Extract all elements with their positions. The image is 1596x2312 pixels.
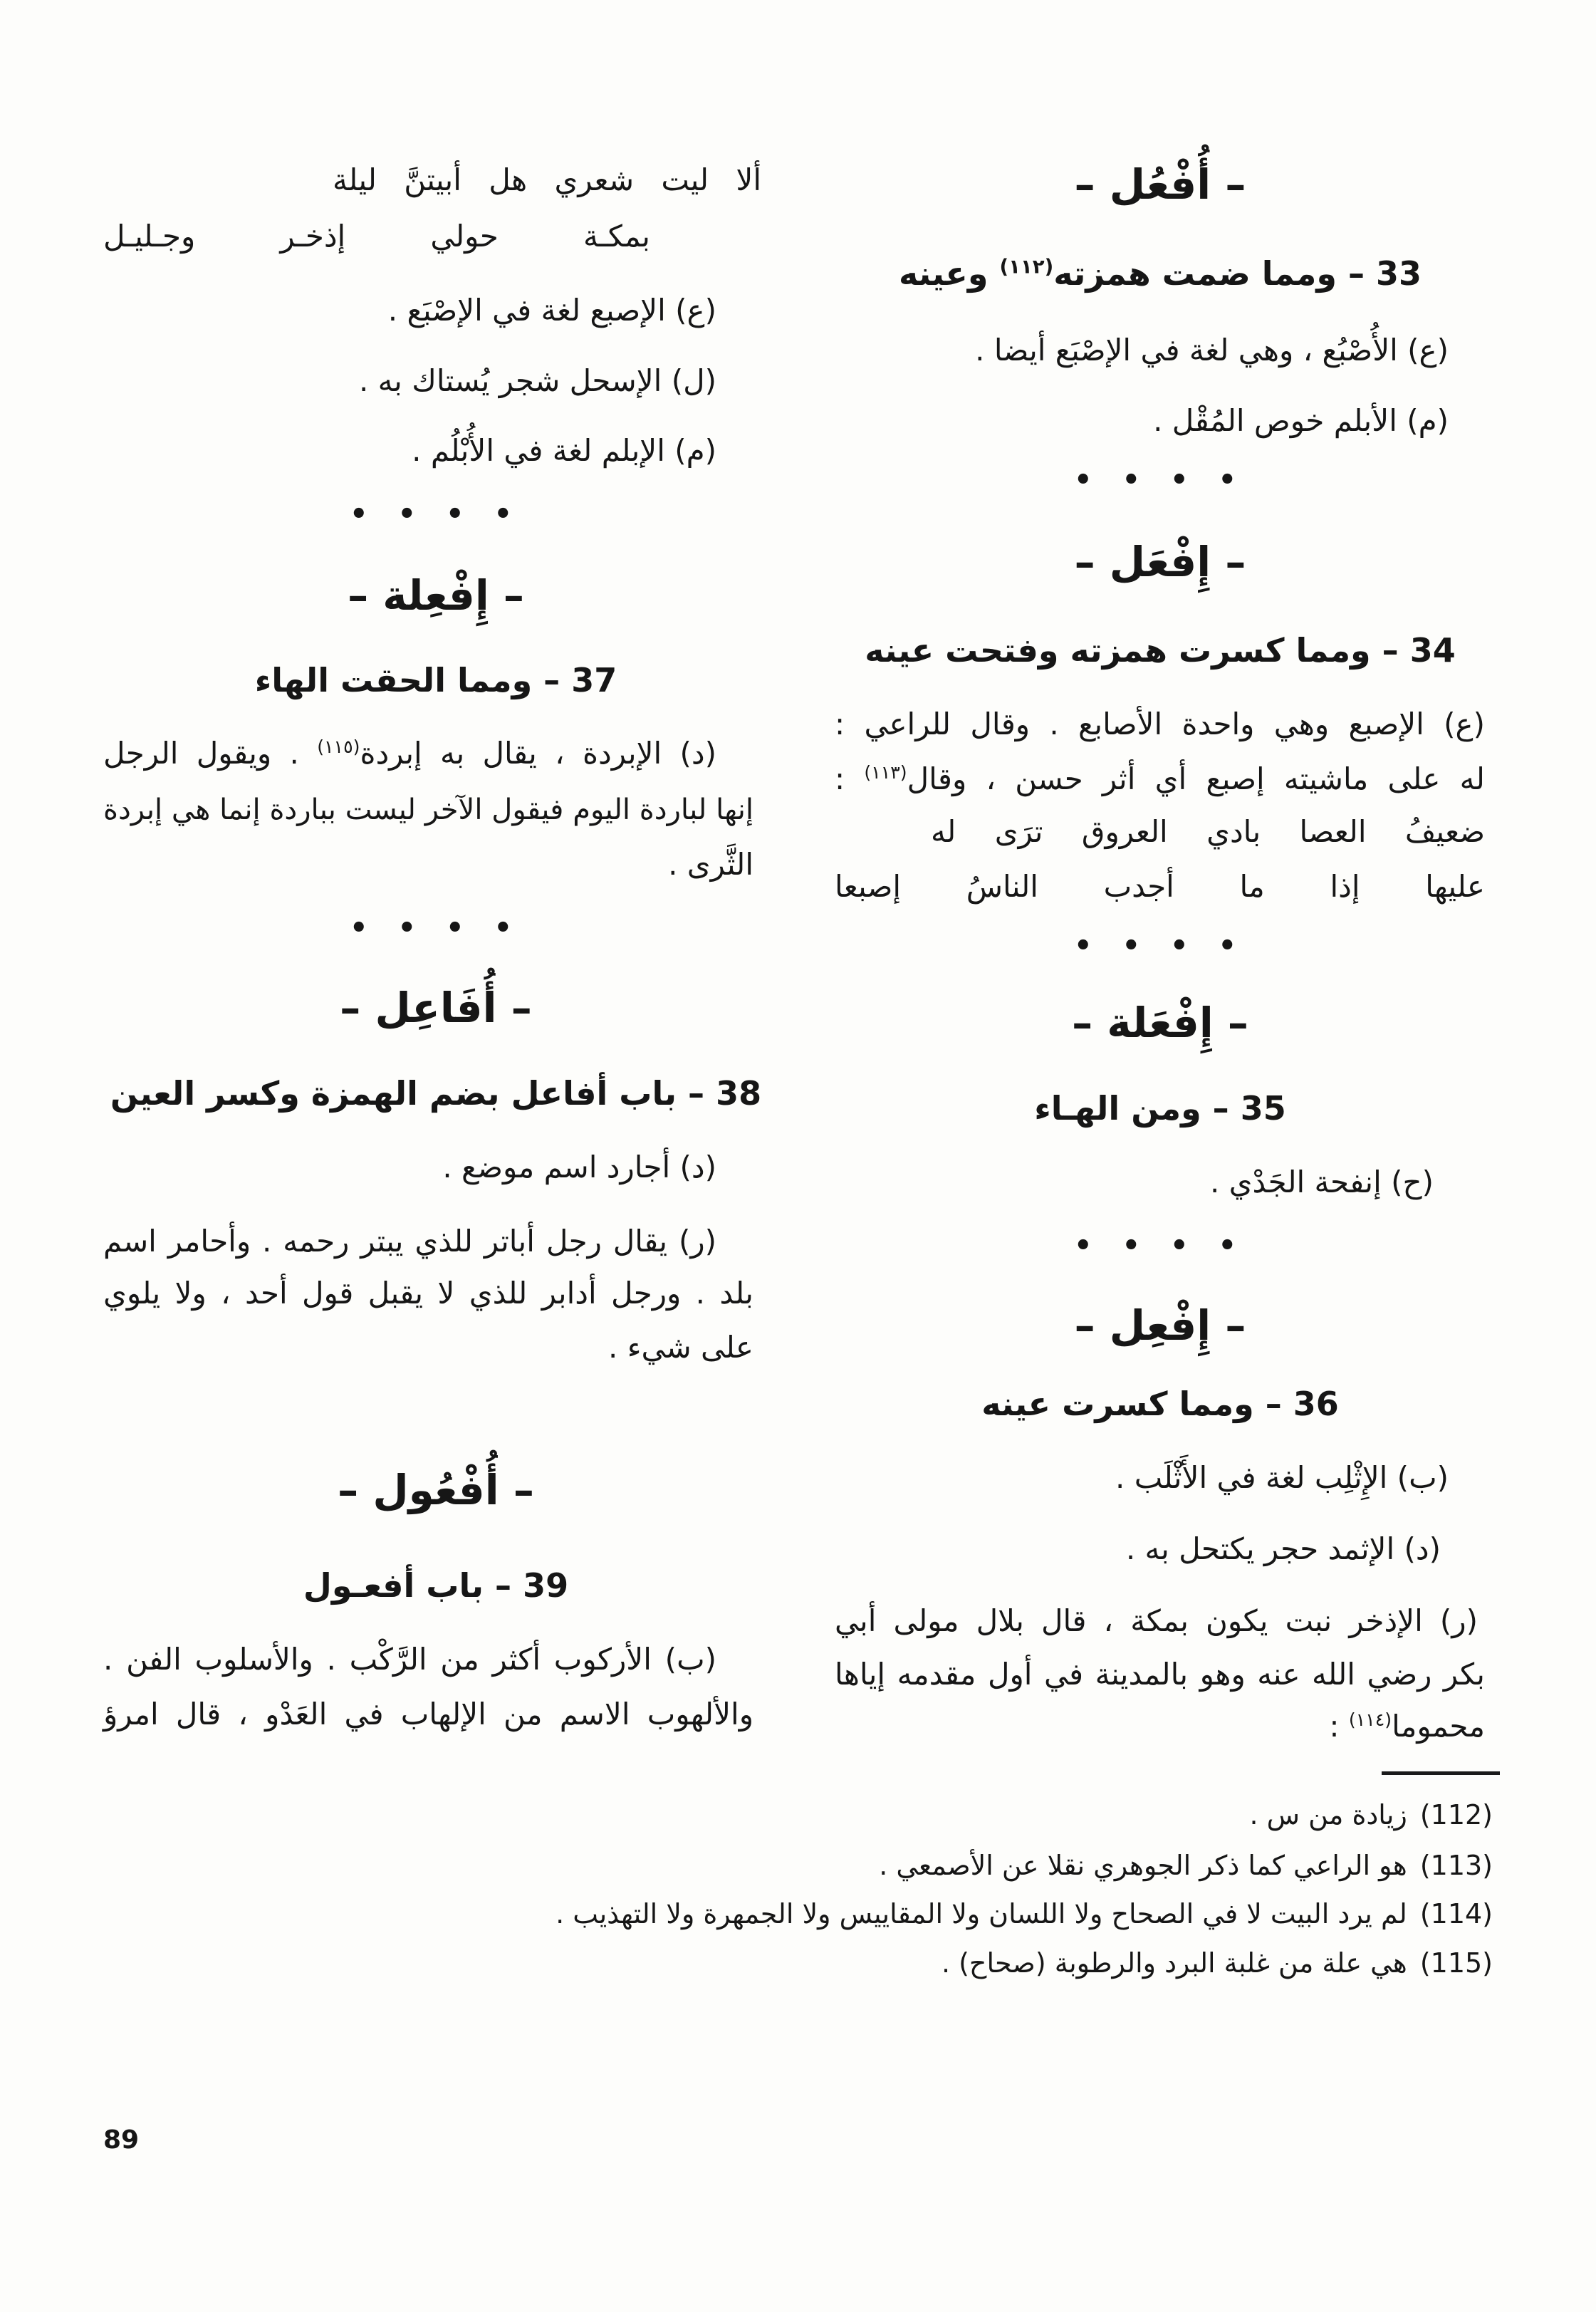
gloss-tail: :: [835, 761, 865, 796]
entry-title: 36 – ومما كسرت عينه: [981, 1385, 1339, 1423]
gloss-line: (ح) إنفحة الجَدْي .: [1209, 1165, 1434, 1199]
gloss-text: له على ماشيته إصبع أي أثر حسن ، وقال: [907, 761, 1485, 796]
gloss-line: [835, 756, 1485, 802]
gloss-line: [103, 731, 716, 776]
gloss-tail: :: [1329, 1709, 1349, 1744]
entry-title: 39 – باب أفعـول: [303, 1566, 569, 1605]
entry-title-tail: وعينه: [898, 254, 1000, 293]
footnote-number: (112): [1419, 1799, 1493, 1831]
section-heading: – أُفَاعِل –: [340, 984, 532, 1032]
gloss-line: على شيء .: [608, 1330, 753, 1365]
footnote-number: (113): [1419, 1850, 1493, 1881]
gloss-line: إنها لباردة اليوم فيقول الآخر ليست بباردة إنما هي إبردة: [103, 793, 753, 826]
gloss-line: والألهوب الاسم من الإلهاب في العَدْو ، قال امرؤ: [103, 1697, 753, 1732]
footnote-text: هو الراعي كما ذكر الجوهري نقلا عن الأصمعي .: [879, 1850, 1407, 1881]
footnote-ref: (١١٤): [1348, 1709, 1392, 1730]
gloss-line: (د) أجارد اسم موضع .: [442, 1150, 716, 1184]
gloss-line: (م) الأبلم خوص المُقْل .: [1153, 403, 1449, 438]
footnote-text: زيادة من س .: [1249, 1799, 1407, 1831]
separator-dots: • • • •: [1073, 930, 1247, 962]
footnote: [103, 1895, 1493, 1933]
entry-title: 35 – ومن الهـاء: [1034, 1089, 1286, 1128]
gloss-tail: . ويقول الرجل: [103, 736, 318, 771]
section-heading: – إِفْعَلة –: [1072, 999, 1248, 1047]
gloss-line: (ر) الإذخر نبت يكون بمكة ، قال بلال مولى أبي: [835, 1603, 1478, 1638]
separator-dots: • • • •: [349, 912, 523, 944]
verse-line: ألا ليت شعري هل أبيتنَّ ليلة: [333, 162, 761, 197]
gloss-line: (ع) الأُصْبُع ، وهي لغة في الإصْبَع أيضا .: [975, 333, 1449, 368]
separator-dots: • • • •: [349, 498, 523, 531]
gloss-text: محموما: [1392, 1709, 1485, 1744]
section-heading: – أُفْعُل –: [1074, 160, 1246, 209]
verse-line: عليها إذا ما أجدب الناسُ إصبعا: [835, 869, 1485, 904]
footnote: [103, 1796, 1493, 1834]
gloss-text: (د) الإبردة ، يقال به إبردة: [360, 736, 717, 771]
footnote-number: (114): [1419, 1898, 1493, 1930]
gloss-line: الثَّرى .: [668, 847, 753, 882]
section-heading: – أُفْعُول –: [338, 1466, 534, 1514]
section-heading: – إِفْعَل –: [1074, 538, 1246, 586]
gloss-line: (ل) الإسحل شجر يُستاك به .: [358, 363, 716, 398]
separator-dots: • • • •: [1073, 464, 1247, 496]
gloss-line: [828, 1704, 1485, 1749]
entry-title-text: 33 – ومما ضمت همزته: [1053, 254, 1422, 293]
section-heading: – إِفْعِل –: [1074, 1301, 1246, 1350]
footnote: [103, 1944, 1493, 1982]
footnote-text: هي علة من غلبة البرد والرطوبة (صحاح) .: [941, 1947, 1407, 1979]
entry-title: 34 – ومما كسرت همزته وفتحت عينه: [865, 631, 1456, 670]
entry-title: [828, 251, 1493, 296]
verse-line: بمكـة حولي إذخـر وجـليـل: [103, 219, 650, 254]
gloss-line: بكر رضي الله عنه وهو بالمدينة في أول مقدمه إياها: [835, 1657, 1485, 1692]
footnote: [103, 1846, 1493, 1885]
verse-line: ضعيفُ العصا بادي العروق ترَى له: [931, 814, 1485, 849]
gloss-line: (م) الإبلم لغة في الأُبْلُم .: [412, 433, 716, 468]
footnote-ref: (١١٣): [864, 762, 907, 783]
footnote-ref: (١١٢): [999, 254, 1054, 278]
gloss-line: (ب) الإِثْلِب لغة في الأَثْلَب .: [1115, 1460, 1449, 1495]
page-number: 89: [103, 2125, 140, 2155]
section-heading: – إِفْعِلة –: [348, 571, 524, 620]
entry-title: 37 – ومما الحقت الهاء: [254, 661, 617, 699]
gloss-line: (ر) يقال رجل أباتر للذي يبتر رحمه . وأحامر اسم: [103, 1224, 716, 1259]
entry-title: 38 – باب أفاعل بضم الهمزة وكسر العين: [110, 1074, 762, 1113]
separator-dots: • • • •: [1073, 1229, 1247, 1262]
footnote-number: (115): [1419, 1947, 1493, 1979]
gloss-line: (ع) الإصبع لغة في الإصْبَع .: [387, 293, 716, 328]
gloss-line: بلد . ورجل أدابر للذي لا يقبل قول أحد ، ولا يلوي: [103, 1276, 753, 1311]
footnote-rule: [1382, 1771, 1500, 1775]
footnote-ref: (١١٥): [317, 736, 360, 757]
gloss-line: (ع) الإصبع وهي واحدة الأصابع . وقال للراعي :: [835, 707, 1485, 741]
gloss-line: (د) الإثمد حجر يكتحل به .: [1125, 1531, 1441, 1566]
footnote-text: لم يرد البيت لا في الصحاح ولا اللسان ولا المقاييس ولا الجمهرة ولا التهذيب .: [556, 1898, 1407, 1930]
gloss-line: (ب) الأركوب أكثر من الرَّكْب . والأسلوب الفن .: [103, 1642, 716, 1677]
